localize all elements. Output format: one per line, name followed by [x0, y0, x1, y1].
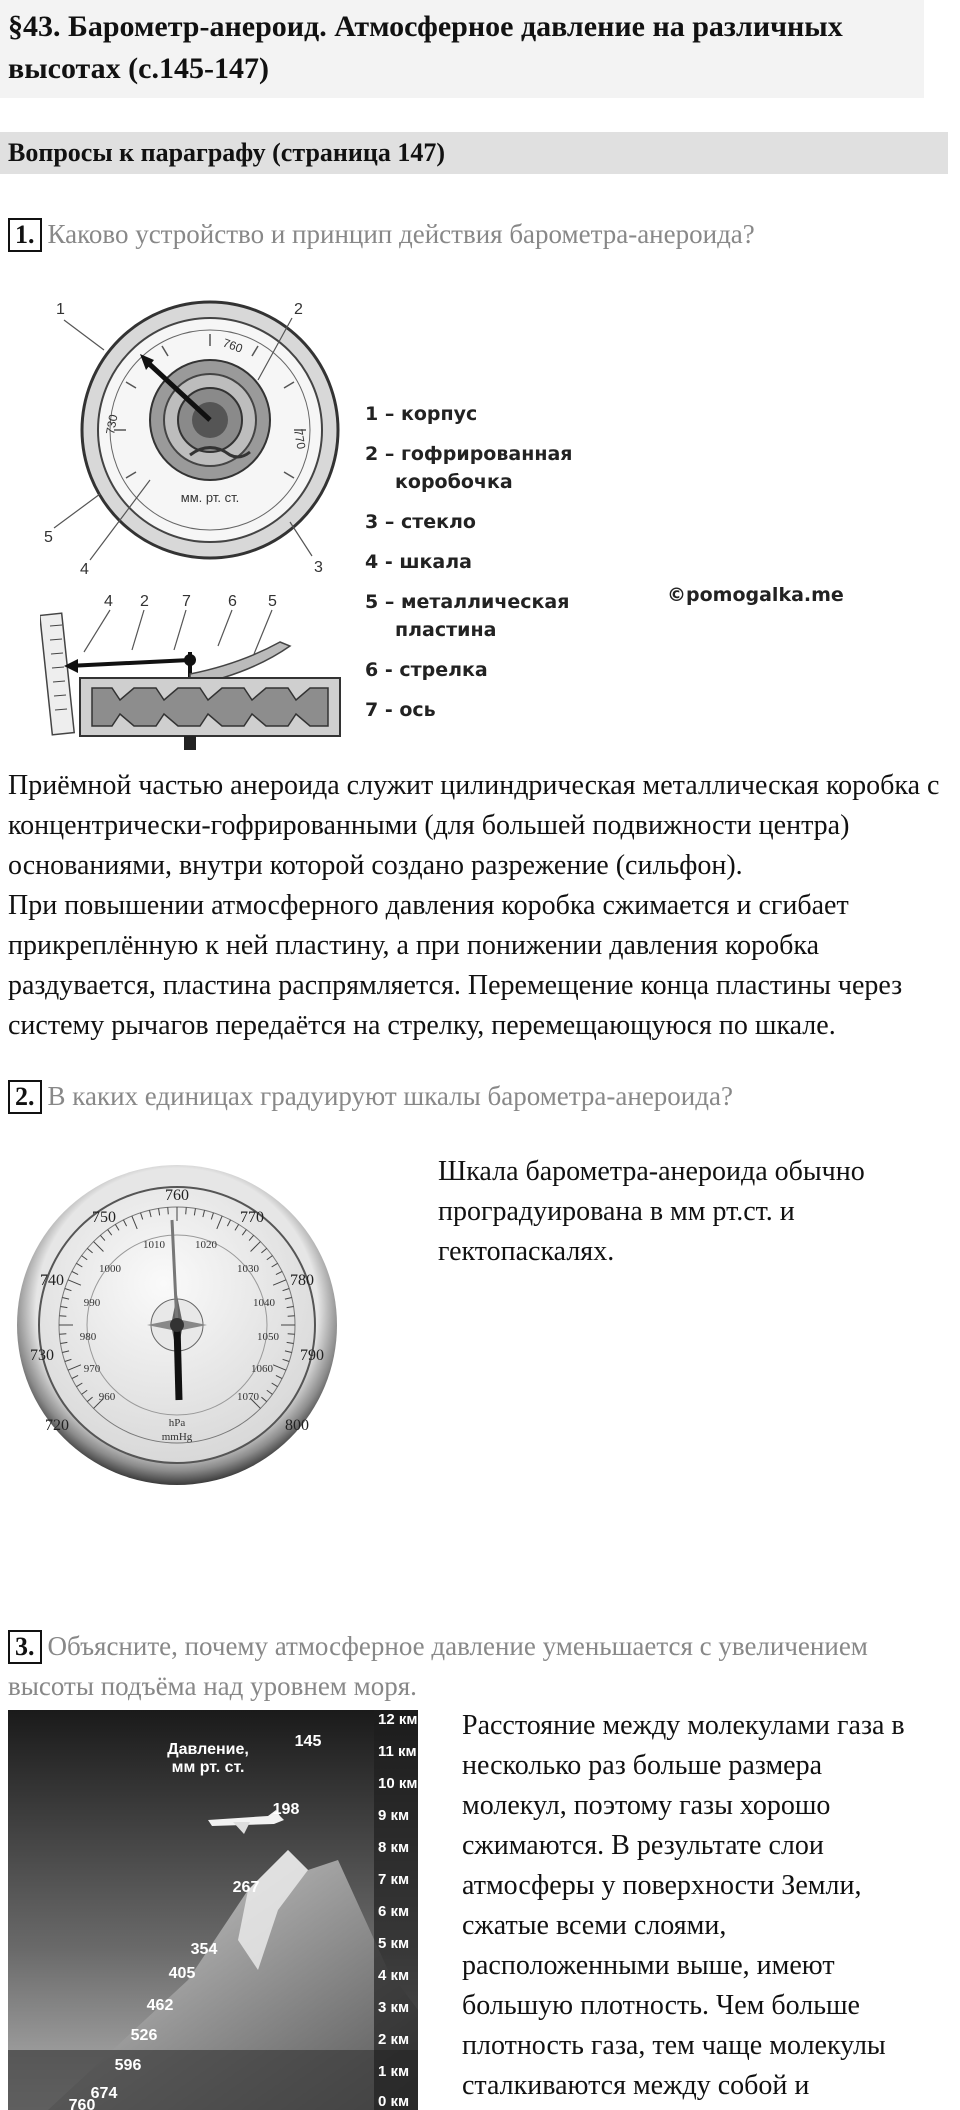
- question-number: 3.: [8, 1630, 42, 1664]
- question-text: Объясните, почему атмосферное давление уменьшается с увеличением: [47, 1631, 868, 1661]
- legend-item: 4 - шкала: [365, 551, 472, 573]
- section-header: Вопросы к параграфу (страница 147): [0, 132, 948, 174]
- answer-line: Шкала барометра-анероида обычно: [438, 1156, 865, 1187]
- part-number: 5: [268, 593, 277, 610]
- legend-item: 5 – металлическая: [365, 591, 570, 613]
- answer-paragraph: Приёмной частью анероида служит цилиндрическая металлическая коробка с концентрически-гофрированными (для большей подвижности центра) основаниями, внутри которой создано разрежение (сильфон).: [8, 770, 940, 881]
- legend-item: коробочка: [395, 471, 513, 493]
- altitude-label: 11 км: [378, 1743, 417, 1760]
- legend-item: пластина: [395, 619, 497, 641]
- altitude-label: 8 км: [378, 1839, 410, 1856]
- answer-text: [438, 1152, 865, 1272]
- dial-hpa-tick: 1010: [143, 1239, 165, 1251]
- altitude-label: 6 км: [378, 1903, 410, 1920]
- dial-hpa-tick: 1050: [257, 1331, 279, 1343]
- dial-mm-tick: 770: [240, 1209, 264, 1226]
- pressure-caption: Давление,: [167, 1741, 249, 1758]
- altitude-label: 4 км: [378, 1967, 410, 1984]
- altitude-label: 5 км: [378, 1935, 410, 1952]
- answer-line: плотность газа, тем чаще молекулы: [462, 2030, 886, 2061]
- part-number: 3: [314, 559, 323, 576]
- dial-hpa-tick: 1040: [253, 1297, 275, 1309]
- dial-hpa-tick: 1030: [237, 1263, 259, 1275]
- question-text: Каково устройство и принцип действия барометра-анероида?: [47, 219, 755, 249]
- dial-mm-tick: 730: [30, 1347, 54, 1364]
- dial-tick: [59, 1316, 66, 1317]
- dial-mm-tick: 790: [300, 1347, 324, 1364]
- pressure-value: 405: [168, 1965, 196, 1982]
- dial-mm-tick: 780: [290, 1272, 314, 1289]
- pressure-value: 198: [272, 1801, 300, 1818]
- answer-line: молекул, поэтому газы хорошо: [462, 1790, 831, 1821]
- question-3-cont: высоты подъёма над уровнем моря.: [8, 1671, 417, 1701]
- dial-mm-tick: 740: [40, 1272, 64, 1289]
- dial-hpa-tick: 1020: [195, 1239, 217, 1251]
- pressure-value: 674: [90, 2085, 118, 2102]
- altitude-label: 3 км: [378, 1999, 410, 2016]
- scale-unit: мм. рт. ст.: [180, 490, 240, 505]
- parts-legend: [365, 400, 605, 724]
- legend-item: 2 – гофрированная: [365, 443, 573, 465]
- answer-paragraph: При повышении атмосферного давления коробка сжимается и сгибает прикреплённую к ней пластину, а при понижении давления коробка раздувается, пластина распрямляется. Перемещение конца пластины через систему рычагов передаётся на стрелку, перемещающуюся по шкале.: [8, 890, 903, 1041]
- altitude-label: 2 км: [378, 2031, 410, 2048]
- part-number: 2: [140, 593, 149, 610]
- altitude-label: 12 км: [378, 1711, 418, 1728]
- pressure-value: 267: [232, 1879, 260, 1896]
- answer-line: сталкиваются между собой и: [462, 2070, 810, 2101]
- altitude-pressure-figure: [8, 1710, 418, 2110]
- dial-mm-tick: 750: [92, 1209, 116, 1226]
- dial-hpa-tick: 1000: [99, 1263, 121, 1275]
- part-number: 6: [228, 593, 237, 610]
- barometer-dial-image: [12, 1160, 342, 1490]
- legend-item: 3 – стекло: [365, 511, 476, 533]
- dial-hpa-tick: 980: [79, 1331, 97, 1343]
- answer-line: сжатые всеми слоями,: [462, 1910, 727, 1941]
- altitude-label: 0 км: [378, 2093, 410, 2110]
- dial-tick: [288, 1316, 295, 1317]
- scale-mark: 770: [291, 428, 309, 451]
- question-1: [8, 214, 755, 254]
- altitude-label: 7 км: [378, 1871, 410, 1888]
- answer-line: большую плотность. Чем больше: [462, 1990, 860, 2021]
- dial-mm-tick: 720: [45, 1417, 69, 1434]
- scale-mark: 760: [220, 335, 245, 356]
- answer-line: расположенными выше, имеют: [462, 1950, 835, 1981]
- page-title: §43. Барометр-анероид. Атмосферное давление на различных высотах (с.145-147): [0, 0, 924, 98]
- part-number: 4: [80, 561, 89, 578]
- dial-hpa-tick: 990: [83, 1297, 101, 1309]
- part-number: 5: [44, 529, 53, 546]
- dial-mm-tick: 800: [285, 1417, 309, 1434]
- part-number: 4: [104, 593, 113, 610]
- dial-tick: [168, 1207, 169, 1214]
- answer-text: [462, 1706, 905, 2106]
- pressure-value: 596: [114, 2057, 142, 2074]
- question-text: В каких единицах градуируют шкалы барометра-анероида?: [47, 1081, 733, 1111]
- dial-hpa-tick: 960: [98, 1391, 116, 1403]
- altitude-label: 10 км: [378, 1775, 418, 1792]
- answer-line: атмосферы у поверхности Земли,: [462, 1870, 862, 1901]
- question-3: [8, 1626, 868, 1666]
- pressure-value: 145: [294, 1733, 322, 1750]
- part-number: 2: [294, 301, 303, 318]
- watermark: ©pomogalka.me: [667, 584, 844, 606]
- dial-unit: mmHg: [161, 1431, 193, 1443]
- part-number: 1: [56, 301, 65, 318]
- dial-tick: [288, 1334, 295, 1335]
- part-number: 7: [182, 593, 191, 610]
- altitude-label: 9 км: [378, 1807, 410, 1824]
- pressure-value: 462: [146, 1997, 174, 2014]
- answer-line: несколько раз больше размера: [462, 1750, 823, 1781]
- legend-item: 1 – корпус: [365, 403, 478, 425]
- dial-hpa-tick: 1060: [251, 1363, 273, 1375]
- scale-mark: 730: [103, 413, 121, 436]
- answer-line: сжимаются. В результате слои: [462, 1830, 824, 1861]
- question-number: 1.: [8, 218, 42, 252]
- pressure-caption: мм рт. ст.: [171, 1759, 245, 1776]
- answer-line: гектопаскалях.: [438, 1236, 615, 1267]
- legend-item: 7 - ось: [365, 699, 436, 721]
- question-2: [8, 1076, 733, 1116]
- dial-hpa-tick: 1070: [237, 1391, 259, 1403]
- question-number: 2.: [8, 1080, 42, 1114]
- aneroid-diagram: [40, 290, 380, 760]
- pressure-value: 760: [68, 2097, 96, 2110]
- legend-item: 6 - стрелка: [365, 659, 488, 681]
- dial-tick: [59, 1334, 66, 1335]
- dial-hpa-tick: 970: [83, 1363, 101, 1375]
- pressure-value: 354: [190, 1941, 218, 1958]
- dial-tick: [186, 1207, 187, 1214]
- pressure-value: 526: [130, 2027, 158, 2044]
- answer-line: Расстояние между молекулами газа в: [462, 1710, 905, 1741]
- altitude-label: 1 км: [378, 2063, 410, 2080]
- answer-line: проградуирована в мм рт.ст. и: [438, 1196, 795, 1227]
- dial-unit: hPa: [168, 1417, 186, 1429]
- dial-mm-tick: 760: [165, 1187, 189, 1204]
